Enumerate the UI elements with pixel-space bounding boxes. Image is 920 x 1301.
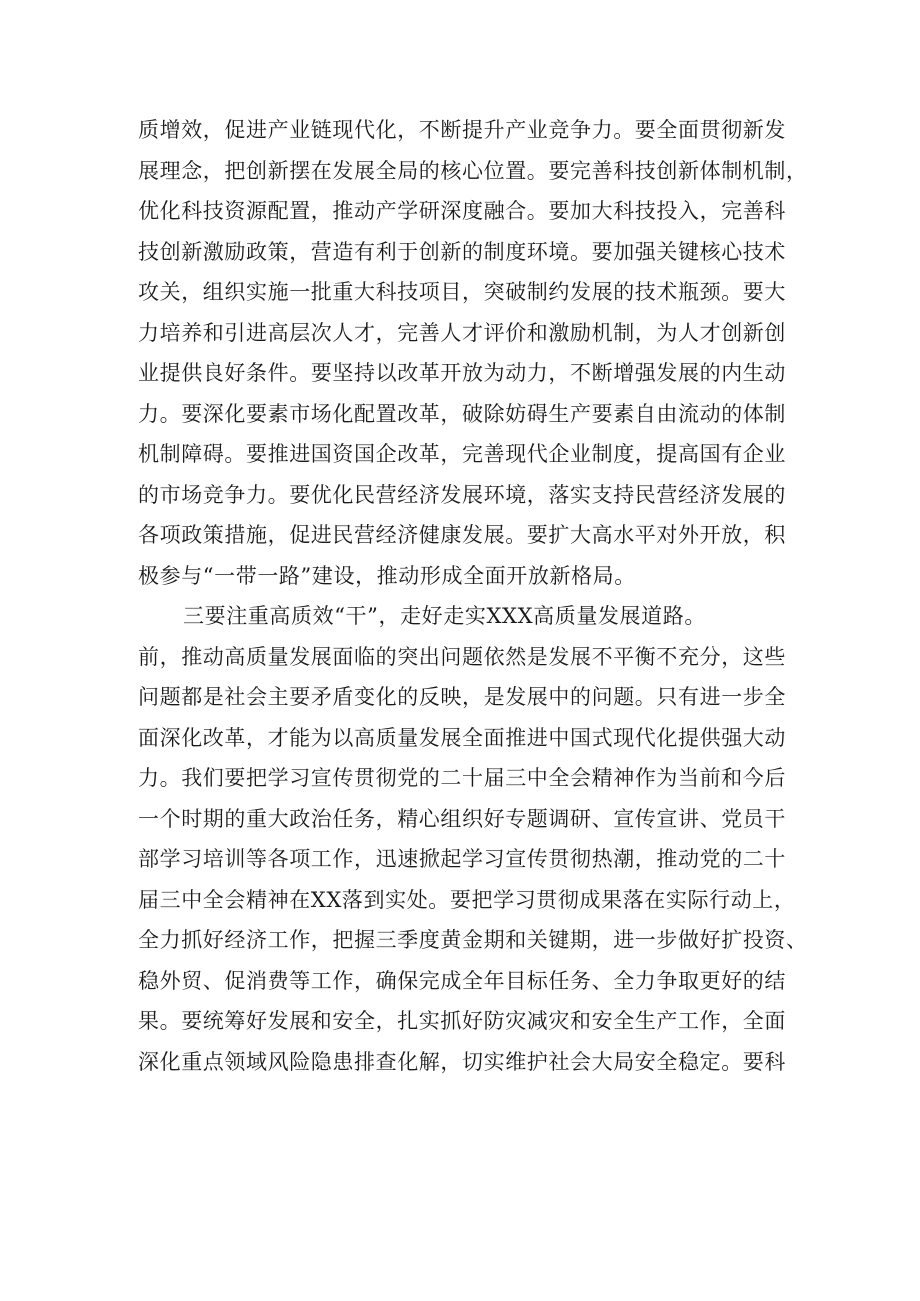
text-line: 面深化改革，才能为以高质量发展全面推进中国式现代化提供强大动	[138, 725, 786, 750]
text-line: 极参与“一带一路”建设，推动形成全面开放新格局。	[138, 563, 636, 588]
text-line: 前，推动高质量发展面临的突出问题依然是发展不平衡不充分，这些	[138, 644, 786, 669]
text-line: 力。我们要把学习宣传贯彻党的二十届三中全会精神作为当前和今后	[138, 766, 786, 790]
text-line: 质增效，促进产业链现代化，不断提升产业竞争力。要全面贯彻新发	[138, 118, 786, 142]
text-line: 部学习培训等各项工作，迅速掀起学习宣传贯彻热潮，推动党的二十	[138, 847, 786, 871]
text-line: 的市场竞争力。要优化民营经济发展环境，落实支持民营经济发展的	[138, 482, 786, 507]
section-heading: 三要注重高质效“干”，走好走实XXX高质量发展道路。	[183, 604, 706, 628]
text-line: 优化科技资源配置，推动产学研深度融合。要加大科技投入，完善科	[138, 199, 786, 223]
text-line: 技创新激励政策，营造有利于创新的制度环境。要加强关键核心技术	[138, 239, 786, 264]
text-line: 果。要统筹好发展和安全，扎实抓好防灾减灾和安全生产工作，全面	[138, 1009, 786, 1033]
text-line: 力培养和引进高层次人才，完善人才评价和激励机制，为人才创新创	[138, 320, 786, 345]
text-line: 问题都是社会主要矛盾变化的反映，是发展中的问题。只有进一步全	[138, 685, 786, 709]
text-line: 深化重点领域风险隐患排查化解，切实维护社会大局安全稳定。要科	[138, 1049, 786, 1074]
text-line: 展理念，把创新摆在发展全局的核心位置。要完善科技创新体制机制，	[138, 158, 808, 183]
text-line: 各项政策措施，促进民营经济健康发展。要扩大高水平对外开放，积	[138, 523, 786, 547]
text-line: 业提供良好条件。要坚持以改革开放为动力，不断增强发展的内生动	[138, 361, 786, 385]
text-line: 稳外贸、促消费等工作，确保完成全年目标任务、全力争取更好的结	[138, 968, 786, 993]
body-text	[138, 110, 808, 1082]
text-line: 力。要深化要素市场化配置改革，破除妨碍生产要素自由流动的体制	[138, 401, 786, 426]
text-line: 全力抓好经济工作，把握三季度黄金期和关键期，进一步做好扩投资、	[138, 928, 808, 952]
text-line: 一个时期的重大政治任务，精心组织好专题调研、宣传宣讲、党员干	[138, 806, 786, 831]
text-line: 届三中全会精神在XX落到实处。要把学习贯彻成果落在实际行动上，	[138, 887, 796, 912]
text-line: 攻关，组织实施一批重大科技项目，突破制约发展的技术瓶颈。要大	[138, 280, 786, 304]
text-line: 机制障碍。要推进国资国企改革，完善现代企业制度，提高国有企业	[138, 442, 786, 466]
